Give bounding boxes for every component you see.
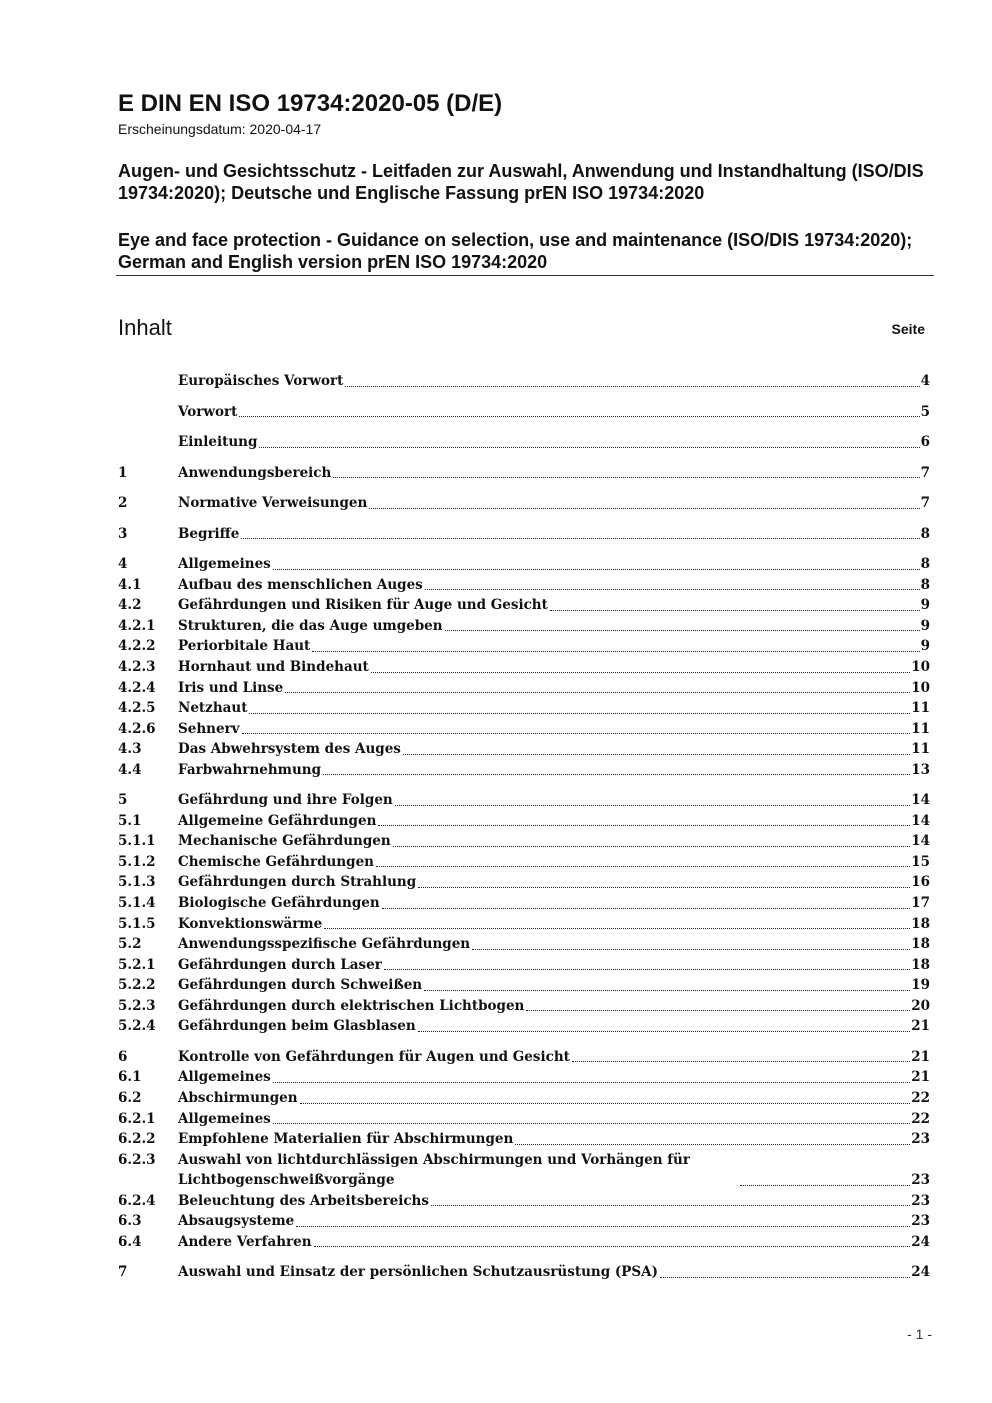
- toc-leader-dots: [300, 1103, 911, 1104]
- toc-entry-title: Europäisches Vorwort: [178, 373, 344, 389]
- toc-entry-page: 21: [911, 1048, 930, 1065]
- toc-entry-title: Gefährdungen durch elektrischen Lichtbogen: [178, 997, 525, 1014]
- toc-entry-page: 14: [911, 812, 930, 829]
- toc-entry-number: 4.2.4: [118, 679, 156, 696]
- toc-entry-number: 4.2.3: [118, 659, 156, 676]
- toc-entry-page: 13: [911, 761, 930, 778]
- toc-entry-page: 23: [911, 1192, 930, 1209]
- toc-entry-title: Sehnerv: [178, 720, 240, 737]
- toc-entry-number: 4: [118, 556, 128, 573]
- toc-entry-page: 11: [911, 720, 930, 737]
- toc-entry-page: 18: [911, 956, 930, 973]
- toc-leader-dots: [395, 805, 910, 806]
- toc-entry[interactable]: [118, 719, 930, 740]
- toc-entry-page: 15: [911, 853, 930, 870]
- toc-entry[interactable]: [118, 493, 930, 514]
- toc-leader-dots: [660, 1277, 910, 1278]
- toc-entry-page: 8: [920, 525, 930, 542]
- toc-entry-number: 4.2: [118, 597, 142, 614]
- toc-entry-number: 5.1.3: [118, 874, 156, 891]
- toc-leader-dots: [445, 630, 920, 631]
- toc-entry-page: 18: [911, 936, 930, 953]
- toc-leader-dots: [273, 1123, 910, 1124]
- toc-entry-number: 5.1.4: [118, 895, 156, 912]
- toc-entry-title: Gefährdungen durch Schweißen: [178, 977, 423, 994]
- toc-entry-title: Absaugsysteme: [178, 1213, 295, 1230]
- toc-entry-title: Gefährdungen und Risiken für Auge und Gesicht: [178, 597, 548, 614]
- toc-leader-dots: [323, 774, 910, 775]
- toc-entry-page: 18: [911, 915, 930, 932]
- toc-entry-number: 5.2: [118, 936, 142, 953]
- toc-entry-page: 20: [911, 997, 930, 1014]
- toc-entry[interactable]: [118, 1088, 930, 1109]
- toc-entry-page: 11: [911, 741, 930, 758]
- header-divider: [116, 275, 934, 276]
- toc-leader-dots: [314, 1246, 911, 1247]
- footer-page-number: - 1 -: [907, 1326, 932, 1342]
- toc-entry-title: Gefährdung und ihre Folgen: [178, 792, 393, 809]
- toc-entry-number: 5.2.1: [118, 956, 156, 973]
- toc-entry[interactable]: [118, 934, 930, 955]
- toc-entry-number: 6.3: [118, 1213, 142, 1230]
- toc-entry-page: 21: [911, 1018, 930, 1035]
- toc-entry[interactable]: [118, 371, 930, 392]
- toc-entry-number: 5.2.2: [118, 977, 156, 994]
- toc-leader-dots: [273, 1082, 910, 1083]
- toc-entry-page: 4: [920, 373, 930, 389]
- toc-entry-title: Andere Verfahren: [178, 1233, 312, 1250]
- toc-entry[interactable]: [118, 739, 930, 760]
- toc-entry-page: 10: [911, 679, 930, 696]
- toc-entry-page: 14: [911, 833, 930, 850]
- toc-entry-number: 6.2: [118, 1089, 142, 1106]
- toc-entry-title: Das Abwehrsystem des Auges: [178, 741, 401, 758]
- toc-entry-page: 23: [911, 1213, 930, 1230]
- toc-entry-number: 6.4: [118, 1233, 142, 1250]
- toc-leader-dots: [424, 990, 910, 991]
- toc-entry[interactable]: [118, 1211, 930, 1232]
- toc-entry-number: 4.4: [118, 761, 142, 778]
- publication-date: Erscheinungsdatum: 2020-04-17: [118, 121, 322, 137]
- toc-entry[interactable]: [118, 554, 930, 575]
- toc-entry-number: 5.1.1: [118, 833, 156, 850]
- toc-entry-page: 9: [920, 638, 930, 655]
- toc-entry[interactable]: [118, 852, 930, 873]
- toc-entry-number: 5.1: [118, 812, 142, 829]
- toc-entry-page: 7: [920, 464, 930, 481]
- toc-entry[interactable]: [118, 678, 930, 699]
- toc-entry-page: 14: [911, 792, 930, 809]
- toc-entry[interactable]: [118, 975, 930, 996]
- toc-entry-page: 23: [911, 1172, 930, 1189]
- toc-entry-number: 6.2.3: [118, 1151, 156, 1168]
- toc-leader-dots: [249, 713, 910, 714]
- toc-entry-page: 9: [920, 597, 930, 614]
- toc-entry-title: Iris und Linse: [178, 679, 284, 696]
- toc-entry-title: Anwendungsspezifische Gefährdungen: [178, 936, 471, 953]
- toc-entry-page: 19: [911, 977, 930, 994]
- toc-leader-dots: [239, 416, 919, 417]
- toc-entry-title: Empfohlene Materialien für Abschirmungen: [178, 1131, 514, 1148]
- toc-leader-dots: [324, 928, 910, 929]
- toc-leader-dots: [296, 1226, 910, 1227]
- toc-entry[interactable]: [118, 996, 930, 1017]
- toc-entry[interactable]: [118, 831, 930, 852]
- toc-entry-page: 10: [911, 659, 930, 676]
- toc-entry[interactable]: [118, 636, 930, 657]
- toc-entry-title: Chemische Gefährdungen: [178, 853, 375, 870]
- toc-leader-dots: [345, 386, 919, 387]
- toc-entry[interactable]: [118, 698, 930, 719]
- toc-entry-number: 5.1.2: [118, 853, 156, 870]
- toc-entry-number: 6.2.1: [118, 1110, 156, 1127]
- toc-leader-dots: [369, 508, 919, 509]
- toc-leader-dots: [273, 569, 920, 570]
- toc-leader-dots: [425, 589, 920, 590]
- toc-entry-title: Beleuchtung des Arbeitsbereichs: [178, 1192, 429, 1209]
- toc-leader-dots: [285, 692, 910, 693]
- toc-entry-number: 5.2.4: [118, 1018, 156, 1035]
- toc-entry-title: Strukturen, die das Auge umgeben: [178, 617, 443, 634]
- toc-entry-title: Allgemeines: [178, 556, 271, 573]
- toc-leader-dots: [241, 538, 919, 539]
- toc-entry-title: Begriffe: [178, 525, 240, 542]
- toc-entry-title: Konvektionswärme: [178, 915, 323, 932]
- toc-entry-number: 3: [118, 525, 128, 542]
- toc-leader-dots: [472, 949, 910, 950]
- toc-heading: Inhalt: [118, 315, 172, 340]
- toc-entry[interactable]: [118, 790, 930, 811]
- toc-entry[interactable]: [118, 657, 930, 678]
- toc-entry-number: 5.2.3: [118, 997, 156, 1014]
- toc-entry[interactable]: [118, 575, 930, 596]
- toc-entry-page: 6: [920, 434, 930, 451]
- toc-entry-number: 4.3: [118, 741, 142, 758]
- toc-entry[interactable]: [118, 811, 930, 832]
- toc-entry-page: 11: [911, 700, 930, 717]
- toc-leader-dots: [515, 1144, 910, 1145]
- toc-entry-title: Anwendungsbereich: [178, 464, 332, 481]
- toc-entry-number: 5: [118, 792, 128, 809]
- toc-entry-page: 22: [911, 1110, 930, 1127]
- toc-leader-dots: [572, 1061, 910, 1062]
- toc-entry-page: 7: [920, 495, 930, 512]
- toc-entry-page: 24: [911, 1264, 930, 1281]
- toc-leader-dots: [431, 1205, 910, 1206]
- toc-entry-number: 6.1: [118, 1069, 142, 1086]
- toc-entry[interactable]: [118, 1047, 930, 1068]
- toc-entry-title: Biologische Gefährdungen: [178, 895, 380, 912]
- toc-entry-title: Auswahl und Einsatz der persönlichen Schutzausrüstung (PSA): [178, 1264, 659, 1281]
- toc-entry[interactable]: [118, 893, 930, 914]
- toc-leader-dots: [526, 1010, 910, 1011]
- toc-entry-number: 6.2.4: [118, 1192, 156, 1209]
- toc-entry[interactable]: [118, 402, 930, 423]
- toc-entry[interactable]: [118, 955, 930, 976]
- toc-leader-dots: [312, 651, 919, 652]
- toc-leader-dots: [376, 866, 910, 867]
- toc-entry-number: 1: [118, 464, 128, 481]
- toc-leader-dots: [378, 825, 910, 826]
- toc-entry-title: Kontrolle von Gefährdungen für Augen und Gesicht: [178, 1048, 570, 1065]
- toc-entry-number: 4.2.1: [118, 617, 156, 634]
- toc-entry-number: 4.1: [118, 576, 142, 593]
- toc-entry-title: Netzhaut: [178, 700, 248, 717]
- title-english: Eye and face protection - Guidance on selection, use and maintenance (ISO/DIS 19734:2020); German and English version prEN ISO 19734:2020: [118, 230, 913, 272]
- toc-entry[interactable]: [118, 432, 930, 453]
- toc-leader-dots: [418, 887, 910, 888]
- toc-entry-number: 4.2.6: [118, 720, 156, 737]
- toc-entry-title: Abschirmungen: [178, 1089, 298, 1106]
- toc-leader-dots: [259, 447, 919, 448]
- toc-entry[interactable]: [118, 524, 930, 545]
- toc-entry-title: Aufbau des menschlichen Auges: [178, 576, 423, 593]
- toc-entry-title: Allgemeines: [178, 1110, 271, 1127]
- toc-entry[interactable]: [118, 1262, 930, 1283]
- toc-entry[interactable]: [118, 463, 930, 484]
- toc-entry[interactable]: [118, 616, 930, 637]
- toc-entry-page: 24: [911, 1233, 930, 1250]
- toc-leader-dots: [393, 846, 911, 847]
- title-german: Augen- und Gesichtsschutz - Leitfaden zur Auswahl, Anwendung und Instandhaltung (ISO/DIS 19734:2020); Deutsche und Englische Fassung prEN ISO 19734:2020: [118, 161, 924, 203]
- toc-leader-dots: [418, 1031, 911, 1032]
- toc-entry[interactable]: [118, 595, 930, 616]
- toc-entry-page: 8: [920, 556, 930, 573]
- toc-leader-dots: [382, 908, 911, 909]
- toc-entry-number: 2: [118, 495, 128, 512]
- toc-entry[interactable]: [118, 1016, 930, 1037]
- toc-entry[interactable]: [118, 1067, 930, 1088]
- toc-entry-number: 4.2.5: [118, 700, 156, 717]
- toc-entry-title: Allgemeine Gefährdungen: [178, 812, 377, 829]
- document-id: E DIN EN ISO 19734:2020-05 (D/E): [118, 90, 503, 117]
- toc-entry[interactable]: [118, 1109, 930, 1130]
- toc-leader-dots: [740, 1185, 910, 1186]
- toc-entry-title: Hornhaut und Bindehaut: [178, 659, 369, 676]
- toc-entry-page: 23: [911, 1131, 930, 1148]
- toc-entry[interactable]: [118, 1150, 930, 1191]
- toc-entry-title: Einleitung: [178, 434, 258, 451]
- toc-leader-dots: [371, 672, 910, 673]
- toc-entry-page: 21: [911, 1069, 930, 1086]
- toc-entry-page: 17: [911, 895, 930, 912]
- toc-leader-dots: [384, 969, 910, 970]
- toc-entry-title: Mechanische Gefährdungen: [178, 833, 391, 850]
- toc-entry[interactable]: [118, 760, 930, 781]
- toc-entry[interactable]: [118, 872, 930, 893]
- toc-entry-title: Gefährdungen beim Glasblasen: [178, 1018, 416, 1035]
- toc-entry-title: Auswahl von lichtdurchlässigen Abschirmungen und Vorhängen für Lichtbogenschweißvorgänge: [178, 1151, 690, 1189]
- toc-entry-number: 6: [118, 1048, 128, 1065]
- toc-entry-number: 4.2.2: [118, 638, 156, 655]
- toc-entry-number: 7: [118, 1264, 128, 1281]
- toc-entry-title: Normative Verweisungen: [178, 495, 368, 512]
- toc-leader-dots: [242, 733, 911, 734]
- toc-entry-title: Allgemeines: [178, 1069, 271, 1086]
- toc-entry-page: 5: [920, 403, 930, 420]
- toc-entry-title: Gefährdungen durch Strahlung: [178, 874, 417, 891]
- toc-entry-title: Periorbitale Haut: [178, 638, 311, 655]
- toc-entry[interactable]: [118, 1232, 930, 1253]
- toc-entry-number: 6.2.2: [118, 1131, 156, 1148]
- toc-entry-page: 8: [920, 576, 930, 593]
- toc-entry-page: 9: [920, 617, 930, 634]
- toc-entry-title: Farbwahrnehmung: [178, 761, 322, 778]
- toc-entry-title: Gefährdungen durch Laser: [178, 956, 382, 973]
- toc-entry-page: 16: [911, 874, 930, 891]
- toc-page-column-label: Seite: [891, 321, 925, 337]
- toc-leader-dots: [550, 610, 920, 611]
- table-of-contents: [118, 371, 930, 1283]
- toc-entry[interactable]: [118, 914, 930, 935]
- toc-leader-dots: [333, 477, 919, 478]
- toc-entry-number: 5.1.5: [118, 915, 156, 932]
- toc-entry[interactable]: [118, 1129, 930, 1150]
- toc-entry-page: 22: [911, 1089, 930, 1106]
- toc-entry-title: Vorwort: [178, 403, 238, 420]
- toc-entry[interactable]: [118, 1191, 930, 1212]
- toc-leader-dots: [403, 754, 910, 755]
